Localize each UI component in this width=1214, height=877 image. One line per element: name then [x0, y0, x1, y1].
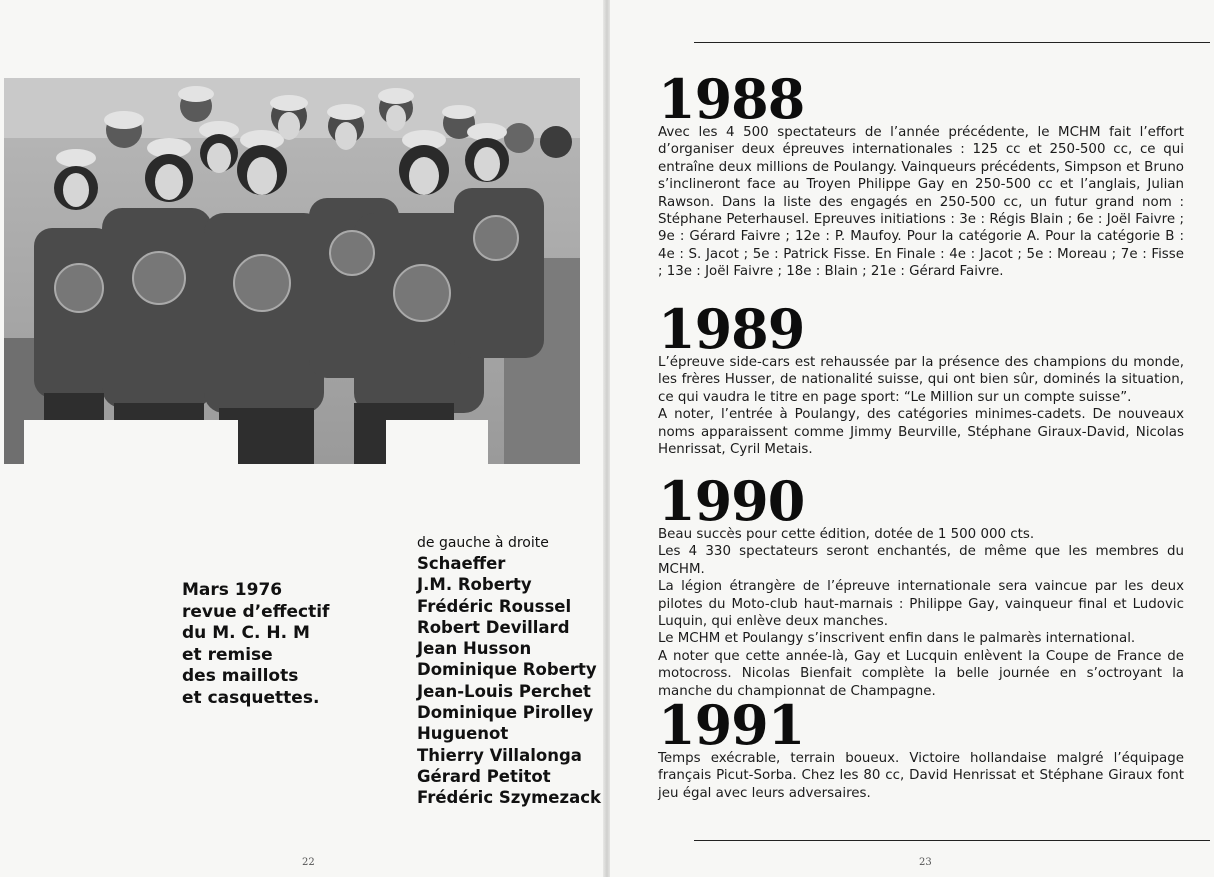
paragraph: A noter que cette année-là, Gay et Lucquin enlèvent la Coupe de France de motocross. Nicolas Bienfait complète la belle journée en s’octroyant la manche du championnat de Champagne.: [658, 648, 1184, 699]
caption-line: et casquettes.: [182, 687, 320, 708]
person-name: Dominique Pirolley: [417, 703, 594, 723]
person-name: Jean-Louis Perchet: [417, 681, 591, 701]
year-heading: 1989: [658, 297, 805, 361]
person-name: Frédéric Szymezack: [417, 788, 601, 808]
section-body: [658, 750, 1184, 802]
year-heading: 1990: [658, 469, 805, 533]
person-name: Dominique Roberty: [417, 660, 597, 680]
paragraph: Temps exécrable, terrain boueux. Victoire hollandaise malgré l’équipage français Picut-Sorba. Chez les 80 cc, David Henrissat et Stéphane Giraux font jeu égal avec leurs adversaires.: [658, 751, 1184, 801]
top-rule: [694, 42, 1210, 43]
paragraph: L’épreuve side-cars est rehaussée par la présence des champions du monde, les frères Husser, de nationalité suisse, qui ont bien sûr, dominés la situation, ce qui vaudra le titre en page sport: “Le Million sur un compte suisse”.: [658, 355, 1184, 405]
section-1988: [658, 67, 1184, 281]
section-1990: [658, 469, 1184, 700]
section-body: [658, 354, 1184, 458]
paragraph: Le MCHM et Poulangy s’inscrivent enfin dans le palmarès international.: [658, 631, 1136, 647]
photo-cutout-left: [24, 420, 238, 466]
page-left: [0, 0, 605, 877]
person-name: J.M. Roberty: [417, 575, 532, 595]
person-name: Jean Husson: [417, 639, 532, 659]
paragraph: Les 4 330 spectateurs seront enchantés, de même que les membres du MCHM.: [658, 544, 1184, 577]
paragraph: La légion étrangère de l’épreuve internationale sera vaincue par les deux pilotes du Moto-club haut-marnais : Philippe Gay, vainqueur final et Ludovic Luquin, qui enlève deux manches.: [658, 579, 1184, 630]
names-list: [417, 533, 601, 809]
section-body: [658, 124, 1184, 281]
section-body: [658, 526, 1184, 700]
team-photo-image: [4, 78, 580, 464]
person-name: Robert Devillard: [417, 617, 570, 637]
year-heading: 1991: [658, 693, 805, 757]
year-heading: 1988: [658, 67, 805, 131]
page-right: [610, 0, 1214, 877]
person-name: Schaeffer: [417, 554, 506, 573]
photo-caption: [182, 580, 329, 710]
caption-line: des maillots: [182, 666, 299, 687]
paragraph: Avec les 4 500 spectateurs de l’année précédente, le MCHM fait l’effort d’organiser deux épreuves internationales : 125 cc et 250-500 cc, ce qui entraîne deux millions de Poulangy. Vainqueurs précédents, Simpson et Bruno s’inclineront face au Troyen Philippe Gay en 250-500 cc et l’anglais, Julian Rawson. Dans la liste des engagés en 250-500 cc, un futur grand nom : Stéphane Peterhausel. Epreuves initiations : 3e : Régis Blain ; 6e : Joël Faivre ; 9e : Gérard Faivre ; 12e : P. Maufoy. Pour la catégorie A. Pour la catégorie B : 4e : S. Jacot ; 5e : Patrick Fisse. En Finale : 4e : Jacot ; 5e : Moreau ; 7e : Fisse ; 13e : Joël Faivre ; 18e : Blain ; 21e : Gérard Faivre.: [658, 125, 1184, 280]
caption-line: et remise: [182, 644, 273, 665]
person-name: Thierry Villalonga: [417, 745, 582, 765]
page-number-right: 23: [919, 857, 932, 868]
paragraph: A noter, l’entrée à Poulangy, des catégories minimes-cadets. De nouveaux noms apparaissent comme Jimmy Beurville, Stéphane Giraux-David, Nicolas Henrissat, Cyril Metais.: [658, 407, 1184, 458]
paragraph: Beau succès pour cette édition, dotée de 1 500 000 cts.: [658, 527, 1035, 542]
person-name: Gérard Petitot: [417, 766, 551, 786]
photo-cutout-right: [386, 420, 488, 466]
team-photo: [4, 78, 580, 464]
bottom-rule: [694, 840, 1210, 841]
caption-line: du M. C. H. M: [182, 623, 310, 644]
caption-line: Mars 1976: [182, 580, 283, 600]
section-1991: [658, 693, 1184, 802]
names-intro: de gauche à droite: [417, 535, 549, 551]
section-1989: [658, 297, 1184, 458]
person-name: Frédéric Roussel: [417, 596, 572, 616]
caption-line: revue d’effectif: [182, 601, 330, 622]
person-name: Huguenot: [417, 724, 509, 744]
page-number-left: 22: [302, 857, 315, 868]
